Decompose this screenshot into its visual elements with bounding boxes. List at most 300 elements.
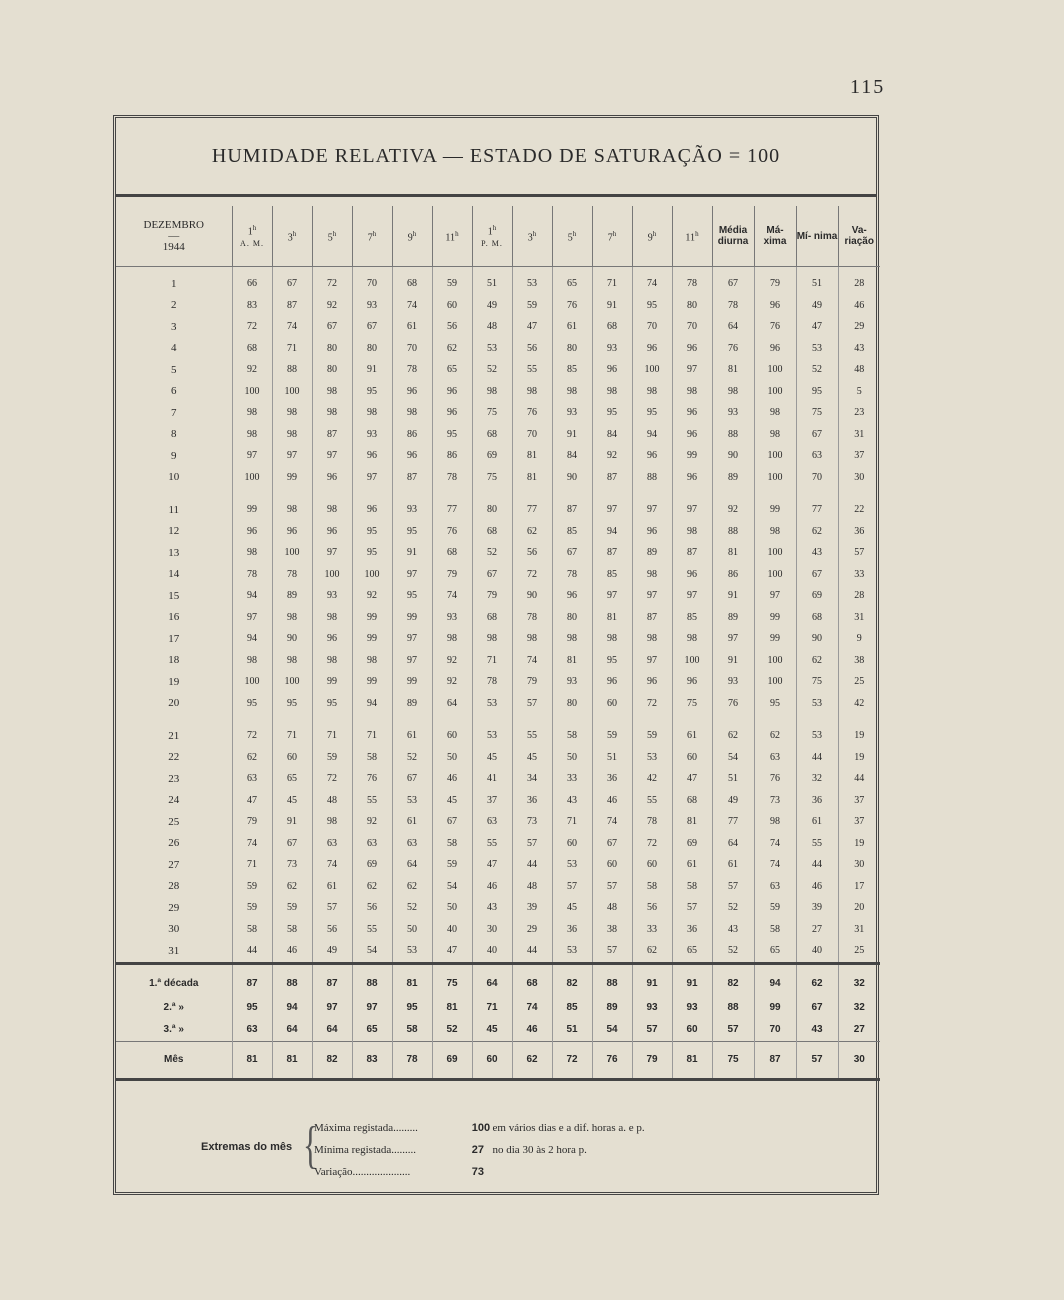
value-cell: 98 [754,811,796,833]
value-cell: 52 [796,359,838,381]
value-cell: 68 [232,338,272,360]
value-cell: 57 [838,542,880,564]
spacer-cell [116,714,232,725]
value-cell: 96 [592,359,632,381]
value-cell: 81 [232,1041,272,1079]
extreme-row-max [314,1122,645,1134]
value-cell: 96 [432,402,472,424]
value-cell: 54 [592,1019,632,1042]
value-cell: 98 [672,628,712,650]
table-row [116,790,880,812]
value-cell: 98 [592,381,632,403]
value-cell: 95 [352,381,392,403]
value-cell: 47 [432,940,472,963]
hour-header [352,206,392,267]
value-cell: 78 [672,267,712,295]
value-cell: 81 [592,607,632,629]
value-cell: 62 [232,747,272,769]
value-cell: 44 [512,940,552,963]
value-cell: 53 [552,940,592,963]
value-cell: 49 [712,790,754,812]
value-cell: 97 [672,585,712,607]
value-cell: 39 [512,897,552,919]
row-label: 28 [168,880,180,893]
value-cell: 98 [272,424,312,446]
table-row [116,585,880,607]
value-cell: 52 [392,747,432,769]
meridiem-label: P. M. [481,238,503,248]
spacer-cell [472,714,512,725]
value-cell: 60 [432,725,472,747]
value-cell: 99 [754,499,796,521]
value-cell: 56 [352,897,392,919]
value-cell: 36 [552,919,592,941]
hour-header [632,206,672,267]
value-cell: 67 [312,316,352,338]
value-cell: 84 [592,424,632,446]
value-cell: 61 [312,876,352,898]
value-cell: 96 [392,381,432,403]
decade-row [116,963,880,997]
value-cell: 96 [272,521,312,543]
value-cell: 90 [512,585,552,607]
value-cell: 82 [312,1041,352,1079]
value-cell: 33 [552,768,592,790]
value-cell: 63 [232,1019,272,1042]
value-cell: 75 [712,1041,754,1079]
value-cell: 43 [796,1019,838,1042]
value-cell: 97 [392,564,432,586]
value-cell: 100 [312,564,352,586]
value-cell: 96 [632,521,672,543]
value-cell: 74 [392,295,432,317]
value-cell: 95 [392,585,432,607]
value-cell: 95 [754,693,796,715]
value-cell: 30 [838,1041,880,1079]
value-cell: 92 [432,650,472,672]
value-cell: 68 [472,424,512,446]
value-cell: 72 [632,833,672,855]
row-label: 7 [171,406,177,419]
value-cell: 92 [432,671,472,693]
value-cell: 75 [432,963,472,997]
value-cell: 75 [472,467,512,489]
value-cell: 62 [712,725,754,747]
value-cell: 57 [796,1041,838,1079]
row-label: 16 [168,611,180,624]
value-cell: 88 [272,359,312,381]
value-cell: 57 [592,940,632,963]
value-cell: 67 [592,833,632,855]
value-cell: 43 [838,338,880,360]
value-cell: 57 [672,897,712,919]
table-row [116,628,880,650]
value-cell: 56 [312,919,352,941]
hour-label: 9 [647,232,653,244]
value-cell: 97 [632,650,672,672]
value-cell: 100 [754,359,796,381]
value-cell: 86 [392,424,432,446]
value-cell: 98 [432,628,472,650]
value-cell: 98 [754,424,796,446]
value-cell: 52 [712,897,754,919]
value-cell: 97 [712,628,754,650]
table-row [116,499,880,521]
value-cell: 42 [838,693,880,715]
value-cell: 77 [796,499,838,521]
value-cell: 99 [754,997,796,1019]
spacer-row [116,714,880,725]
value-cell: 97 [392,628,432,650]
value-cell: 96 [672,338,712,360]
value-cell: 42 [632,768,672,790]
value-cell: 47 [232,790,272,812]
row-label: 13 [168,546,180,559]
value-cell: 91 [632,963,672,997]
value-cell: 80 [312,338,352,360]
value-cell: 81 [672,1041,712,1079]
value-cell: 63 [232,768,272,790]
value-cell: 98 [232,650,272,672]
value-cell: 98 [672,381,712,403]
value-cell: 97 [312,542,352,564]
value-cell: 74 [432,585,472,607]
value-cell: 63 [754,876,796,898]
value-cell: 43 [472,897,512,919]
value-cell: 99 [672,445,712,467]
value-cell: 92 [352,585,392,607]
value-cell: 61 [672,854,712,876]
value-cell: 58 [392,1019,432,1042]
value-cell: 100 [754,381,796,403]
value-cell: 95 [592,402,632,424]
value-cell: 88 [272,963,312,997]
value-cell: 60 [432,295,472,317]
hour-header [472,206,512,267]
value-cell: 64 [392,854,432,876]
row-label: 2 [171,299,177,312]
table-row [116,467,880,489]
value-cell: 93 [632,997,672,1019]
table-row [116,402,880,424]
value-cell: 76 [712,693,754,715]
value-cell: 72 [232,725,272,747]
value-cell: 55 [472,833,512,855]
value-cell: 54 [712,747,754,769]
summary-header: Média diurna [712,206,754,267]
hour-suffix: h [455,229,459,238]
table-row [116,445,880,467]
value-cell: 98 [672,521,712,543]
value-cell: 67 [432,811,472,833]
value-cell: 96 [672,424,712,446]
value-cell: 84 [552,445,592,467]
value-cell: 28 [838,585,880,607]
value-cell: 80 [672,295,712,317]
table-row [116,897,880,919]
value-cell: 62 [796,521,838,543]
value-cell: 72 [312,267,352,295]
value-cell: 94 [754,963,796,997]
value-cell: 100 [272,671,312,693]
value-cell: 97 [632,585,672,607]
value-cell: 88 [632,467,672,489]
value-cell: 69 [796,585,838,607]
value-cell: 74 [232,833,272,855]
value-cell: 97 [312,997,352,1019]
value-cell: 98 [272,402,312,424]
value-cell: 70 [512,424,552,446]
value-cell: 93 [592,338,632,360]
value-cell: 98 [552,628,592,650]
extreme-row-min [314,1144,587,1156]
value-cell: 61 [552,316,592,338]
value-cell: 30 [472,919,512,941]
value-cell: 96 [392,445,432,467]
value-cell: 40 [432,919,472,941]
row-label: 1 [171,277,177,290]
value-cell: 98 [232,402,272,424]
value-cell: 99 [392,671,432,693]
value-cell: 98 [712,381,754,403]
value-cell: 67 [392,768,432,790]
value-cell: 91 [352,359,392,381]
value-cell: 30 [838,467,880,489]
value-cell: 57 [712,1019,754,1042]
table-wrapper [116,206,876,1081]
value-cell: 95 [632,295,672,317]
value-cell: 85 [552,359,592,381]
value-cell: 67 [796,424,838,446]
hour-label: 9 [407,232,413,244]
value-cell: 51 [592,747,632,769]
value-cell: 83 [352,1041,392,1079]
summary-header: Má- xima [754,206,796,267]
spacer-cell [632,714,672,725]
value-cell: 89 [592,997,632,1019]
value-cell: 86 [432,445,472,467]
row-label: 3 [171,320,177,333]
value-cell: 63 [352,833,392,855]
value-cell: 68 [432,542,472,564]
value-cell: 62 [754,725,796,747]
value-cell: 90 [552,467,592,489]
value-cell: 80 [312,359,352,381]
value-cell: 70 [632,316,672,338]
value-cell: 73 [754,790,796,812]
hour-header [272,206,312,267]
value-cell: 78 [432,467,472,489]
value-cell: 67 [796,564,838,586]
value-cell: 40 [796,940,838,963]
row-label: 27 [168,858,180,871]
value-cell: 64 [432,693,472,715]
value-cell: 94 [632,424,672,446]
value-cell: 75 [672,693,712,715]
value-cell: 79 [632,1041,672,1079]
value-cell: 98 [312,381,352,403]
value-cell: 100 [754,671,796,693]
value-cell: 48 [512,876,552,898]
value-cell: 99 [352,607,392,629]
value-cell: 55 [512,725,552,747]
value-cell: 73 [272,854,312,876]
value-cell: 92 [352,811,392,833]
value-cell: 92 [592,445,632,467]
value-cell: 80 [552,607,592,629]
value-cell: 100 [672,650,712,672]
value-cell: 62 [392,876,432,898]
value-cell: 60 [672,747,712,769]
value-cell: 61 [392,811,432,833]
value-cell: 98 [312,402,352,424]
value-cell: 29 [512,919,552,941]
value-cell: 52 [392,897,432,919]
value-cell: 91 [552,424,592,446]
value-cell: 19 [838,833,880,855]
value-cell: 99 [392,607,432,629]
value-cell: 98 [352,650,392,672]
value-cell: 61 [392,316,432,338]
value-cell: 40 [472,940,512,963]
value-cell: 52 [432,1019,472,1042]
value-cell: 23 [838,402,880,424]
value-cell: 65 [432,359,472,381]
value-cell: 50 [552,747,592,769]
value-cell: 74 [592,811,632,833]
hour-label: 5 [327,232,333,244]
value-cell: 33 [838,564,880,586]
value-cell: 45 [472,1019,512,1042]
month-row [116,1041,880,1079]
value-cell: 96 [432,381,472,403]
value-cell: 45 [552,897,592,919]
value-cell: 59 [432,267,472,295]
value-cell: 81 [512,445,552,467]
value-cell: 100 [272,381,312,403]
value-cell: 60 [672,1019,712,1042]
value-cell: 88 [712,997,754,1019]
value-cell: 53 [796,725,838,747]
value-cell: 74 [754,833,796,855]
value-cell: 81 [392,963,432,997]
table-row [116,854,880,876]
spacer-cell [392,714,432,725]
value-cell: 99 [272,467,312,489]
value-cell: 76 [754,316,796,338]
value-cell: 46 [838,295,880,317]
value-cell: 80 [552,338,592,360]
value-cell: 81 [432,997,472,1019]
value-cell: 98 [512,628,552,650]
value-cell: 59 [232,897,272,919]
hour-header [432,206,472,267]
value-cell: 72 [552,1041,592,1079]
value-cell: 38 [838,650,880,672]
spacer-cell [754,714,796,725]
value-cell: 86 [712,564,754,586]
value-cell: 98 [232,424,272,446]
value-cell: 59 [754,897,796,919]
value-cell: 87 [632,607,672,629]
spacer-cell [592,714,632,725]
value-cell: 97 [672,359,712,381]
value-cell: 98 [312,499,352,521]
value-cell: 53 [796,338,838,360]
value-cell: 100 [272,542,312,564]
value-cell: 96 [312,628,352,650]
value-cell: 98 [552,381,592,403]
value-cell: 67 [272,267,312,295]
value-cell: 91 [592,295,632,317]
value-cell: 80 [352,338,392,360]
table-row [116,768,880,790]
row-label: 31 [168,944,180,957]
value-cell: 53 [472,725,512,747]
value-cell: 88 [352,963,392,997]
value-cell: 78 [472,671,512,693]
value-cell: 78 [272,564,312,586]
value-cell: 90 [796,628,838,650]
value-cell: 57 [512,833,552,855]
value-cell: 75 [796,671,838,693]
value-cell: 97 [754,585,796,607]
value-cell: 69 [672,833,712,855]
value-cell: 71 [472,997,512,1019]
value-cell: 33 [632,919,672,941]
value-cell: 53 [392,940,432,963]
value-cell: 91 [672,963,712,997]
value-cell: 66 [232,267,272,295]
row-label: 19 [168,675,180,688]
row-label: 4 [171,342,177,355]
value-cell: 74 [512,650,552,672]
value-cell: 75 [796,402,838,424]
spacer-cell [592,488,632,499]
table-row [116,338,880,360]
value-cell: 69 [432,1041,472,1079]
page-title: HUMIDADE RELATIVA — ESTADO DE SATURAÇÃO = 100 [211,144,781,167]
value-cell: 71 [472,650,512,672]
value-cell: 76 [754,768,796,790]
value-cell: 72 [232,316,272,338]
value-cell: 91 [712,650,754,672]
year-label: 1944 [162,240,185,253]
value-cell: 94 [352,693,392,715]
value-cell: 69 [352,854,392,876]
value-cell: 90 [272,628,312,650]
value-cell: 60 [592,854,632,876]
value-cell: 95 [592,650,632,672]
value-cell: 87 [552,499,592,521]
header-row [116,206,880,267]
value-cell: 100 [232,467,272,489]
row-label: 23 [168,772,180,785]
value-cell: 46 [432,768,472,790]
value-cell: 78 [392,1041,432,1079]
row-label: 8 [171,428,177,441]
value-cell: 88 [712,521,754,543]
value-cell: 67 [272,833,312,855]
spacer-cell [272,714,312,725]
value-cell: 52 [472,542,512,564]
table-row [116,940,880,963]
value-cell: 81 [712,542,754,564]
value-cell: 58 [432,833,472,855]
value-cell: 87 [672,542,712,564]
value-cell: 36 [512,790,552,812]
value-cell: 67 [796,997,838,1019]
